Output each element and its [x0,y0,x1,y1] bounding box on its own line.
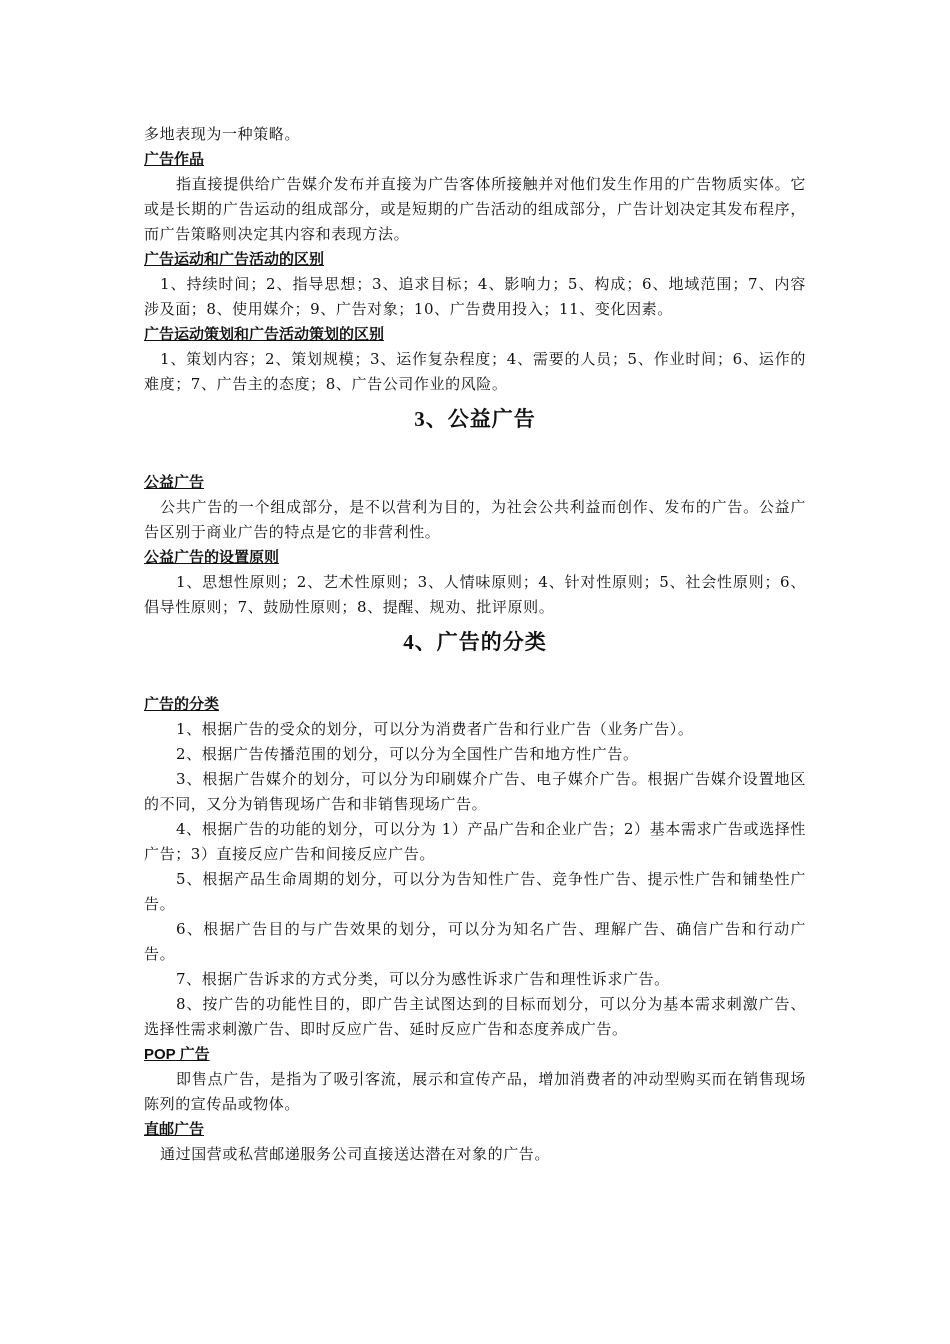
pop-ad-text: 即售点广告，是指为了吸引客流，展示和宣传产品，增加消费者的冲动型购买而在销售现场陈列的宣传品或物体。 [144,1070,806,1113]
classification-item: 8、按广告的功能性目的，即广告主试图达到的目标而划分，可以分为基本需求刺激广告、选择性需求刺激广告、即时反应广告、延时反应广告和态度养成广告。 [144,995,806,1038]
section-3-title: 3、公益广告 [414,407,536,431]
planning-diff-text: 1、策划内容；2、策划规模；3、运作复杂程度；4、需要的人员；5、作业时间；6、运作的难度；7、广告主的态度；8、广告公司作业的风险。 [144,350,806,393]
planning-diff-heading: 广告运动策划和广告活动策划的区别 [144,326,385,343]
campaign-vs-activity-heading: 广告运动和广告活动的区别 [144,251,325,268]
public-ad-principles-heading: 公益广告的设置原则 [144,549,280,566]
direct-mail-text: 通过国营或私营邮递服务公司直接送达潜在对象的广告。 [160,1145,551,1163]
intro-tail-text: 多地表现为一种策略。 [144,125,301,143]
classification-item: 3、根据广告媒介的划分，可以分为印刷媒介广告、电子媒介广告。根据广告媒介设置地区的不同，又分为销售现场广告和非销售现场广告。 [144,770,806,813]
campaign-vs-activity-text: 1、持续时间；2、指导思想；3、追求目标；4、影响力；5、构成；6、地域范围；7、内容涉及面；8、使用媒介；9、广告对象；10、广告费用投入；11、变化因素。 [144,275,806,318]
spacer [144,435,806,470]
ad-works-text: 指直接提供给广告媒介发布并直接为广告客体所接触并对他们发生作用的广告物质实体。它或是长期的广告运动的组成部分，或是短期的广告活动的组成部分，广告计划决定其发布程序，而广告策略则决定其内容和表现方法。 [144,175,806,243]
classification-item: 7、根据广告诉求的方式分类，可以分为感性诉求广告和理性诉求广告。 [176,970,670,988]
classification-item: 2、根据广告传播范围的划分，可以分为全国性广告和地方性广告。 [176,745,639,763]
classification-item: 6、根据广告目的与广告效果的划分，可以分为知名广告、理解广告、确信广告和行动广告。 [144,920,806,963]
pop-ad-heading: POP 广告 [144,1046,210,1063]
spacer [144,658,806,692]
document-page [144,122,806,1167]
classification-item: 4、根据广告的功能的划分，可以分为 1）产品广告和企业广告；2）基本需求广告或选择性广告；3）直接反应广告和间接反应广告。 [144,820,806,863]
classification-item: 5、根据产品生命周期的划分，可以分为告知性广告、竞争性广告、提示性广告和铺垫性广告。 [144,870,806,913]
section-4-title: 4、广告的分类 [403,630,547,654]
classification-heading: 广告的分类 [144,696,220,713]
public-ad-heading: 公益广告 [144,474,205,491]
public-ad-principles-text: 1、思想性原则；2、艺术性原则；3、人情味原则；4、针对性原则；5、社会性原则；6、倡导性原则；7、鼓励性原则；8、提醒、规劝、批评原则。 [144,573,806,616]
direct-mail-heading: 直邮广告 [144,1121,205,1138]
classification-item: 1、根据广告的受众的划分，可以分为消费者广告和行业广告（业务广告）。 [176,720,694,738]
public-ad-text: 公共广告的一个组成部分，是不以营利为目的，为社会公共利益而创作、发布的广告。公益广告区别于商业广告的特点是它的非营利性。 [144,498,806,541]
ad-works-heading: 广告作品 [144,151,205,168]
